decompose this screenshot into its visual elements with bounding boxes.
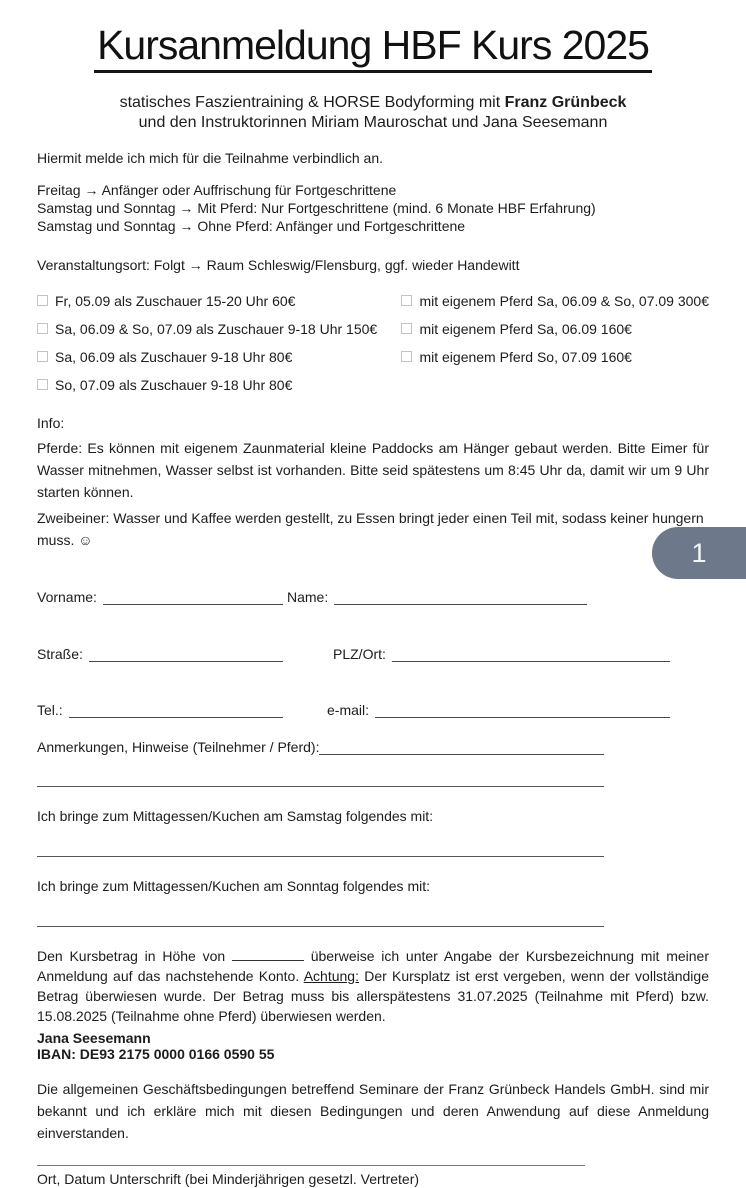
payment-text-2: überweise ich unter Angabe der Kursbezeichnung mit meiner Anmeldung auf das nachstehende Konto. (37, 947, 710, 984)
checkbox[interactable] (37, 323, 48, 334)
option-row (37, 321, 401, 337)
checkbox-label: Fr, 05.09 als Zuschauer 15-20 Uhr 60€ (55, 292, 296, 309)
achtung-label: Achtung: (303, 967, 359, 984)
checkbox[interactable] (401, 351, 412, 362)
trainer-name: Franz Grünbeck (504, 93, 627, 111)
option-row (37, 377, 401, 393)
signature-caption: Ort, Datum Unterschrift (bei Minderjährigen gesetzl. Vertreter) (37, 1170, 420, 1187)
name-label: Name: (287, 588, 329, 605)
email-blank-line (375, 704, 670, 718)
form-row-contact (37, 700, 709, 718)
option-row (401, 349, 709, 365)
remarks-blank-line-2 (37, 786, 604, 787)
signature-line (37, 1165, 585, 1166)
amount-blank-line (232, 949, 304, 961)
strasse-blank-line (89, 648, 283, 662)
page-title: Kursanmeldung HBF Kurs 2025 (94, 25, 652, 73)
checkbox-label: mit eigenem Pferd Sa, 06.09 160€ (419, 320, 632, 337)
vorname-label: Vorname: (37, 588, 97, 605)
info-horses-paragraph: Pferde: Es können mit eigenem Zaunmaterial kleine Paddocks am Hänger gebaut werden. Bitte Eimer für Wasser mitnehmen, Wasser selbst ist vorhanden. Bitte seid spätestens um 8:45 Uhr da, damit wir um 9 Uhr starten können. (37, 439, 709, 500)
info-heading: Info: (37, 414, 65, 431)
checkbox[interactable] (37, 379, 48, 390)
checkbox-label: mit eigenem Pferd So, 07.09 160€ (419, 348, 632, 365)
form-row-address (37, 644, 709, 662)
meal-saturday-label: Ich bringe zum Mittagessen/Kuchen am Samstag folgendes mit: (37, 807, 434, 824)
checkbox[interactable] (37, 295, 48, 306)
field-strasse (37, 646, 283, 662)
option-row (401, 321, 709, 337)
subtitle-line2: und den Instruktorinnen Miriam Mauroschat und Jana Seesemann (138, 113, 608, 131)
remarks-label: Anmerkungen, Hinweise (Teilnehmer / Pferd): (37, 738, 320, 755)
checkbox-label: So, 07.09 als Zuschauer 9-18 Uhr 80€ (55, 376, 293, 393)
checkbox[interactable] (401, 295, 412, 306)
checkbox-label: mit eigenem Pferd Sa, 06.09 & So, 07.09 300€ (419, 292, 709, 309)
field-email (327, 702, 670, 718)
checkbox-label: Sa, 06.09 & So, 07.09 als Zuschauer 9-18 Uhr 150€ (55, 320, 378, 337)
account-holder: Jana Seesemann (37, 1029, 151, 1046)
field-name (287, 589, 587, 605)
registration-form-page (0, 22, 746, 1187)
schedule-block (37, 181, 709, 235)
name-blank-line (334, 591, 587, 605)
meal-sunday-blank-line (37, 926, 604, 927)
vorname-blank-line (103, 591, 283, 605)
options-column-spectator (37, 293, 401, 405)
email-label: e-mail: (327, 701, 370, 718)
course-subtitle (0, 93, 746, 133)
payment-text-1: Den Kursbetrag in Höhe von (37, 947, 226, 964)
meal-sunday-label: Ich bringe zum Mittagessen/Kuchen am Sonntag folgendes mit: (37, 877, 430, 894)
payment-text-3: Der Kursplatz ist erst vergeben, wenn der vollständige Betrag überwiesen wurde. Der Betrag muss bis allerspätestens 31.07.2025 (Teilnahme mit Pferd) bzw. 15.08.2025 (Teilnahme ohne Pferd) überwiesen werden. (37, 967, 709, 1024)
option-row (401, 293, 709, 309)
venue-line: Veranstaltungsort: Folgt → Raum Schleswig/Flensburg, ggf. wieder Handewitt (37, 256, 520, 273)
schedule-line-friday: Freitag → Anfänger oder Auffrischung für Fortgeschrittene (37, 181, 397, 198)
tel-label: Tel.: (37, 701, 63, 718)
plz-ort-blank-line (392, 648, 670, 662)
option-row (37, 349, 401, 365)
iban: IBAN: DE93 2175 0000 0166 0590 55 (37, 1045, 275, 1062)
plz-ort-label: PLZ/Ort: (333, 645, 386, 662)
strasse-label: Straße: (37, 645, 83, 662)
confirmation-statement: Hiermit melde ich mich für die Teilnahme verbindlich an. (37, 149, 384, 166)
subtitle-line1 (0, 93, 746, 113)
option-row (37, 293, 401, 309)
field-vorname (37, 589, 283, 605)
options-column-own-horse (401, 293, 709, 405)
course-options (37, 293, 709, 405)
meal-saturday-blank-line (37, 856, 604, 857)
field-remarks (37, 737, 604, 755)
field-tel (37, 702, 283, 718)
page-number: 1 (691, 537, 707, 568)
schedule-line-weekend-horse: Samstag und Sonntag → Mit Pferd: Nur Fortgeschrittene (mind. 6 Monate HBF Erfahrung) (37, 199, 596, 216)
payment-paragraph (37, 946, 709, 1026)
remarks-blank-line (319, 741, 604, 755)
info-people-paragraph: Zweibeiner: Wasser und Kaffee werden gestellt, zu Essen bringt jeder einen Teil mit, sodass keiner hungern muss. ☺ (37, 509, 704, 548)
tel-blank-line (69, 704, 283, 718)
subtitle-prefix: statisches Faszientraining & HORSE Bodyforming mit (119, 93, 505, 111)
schedule-line-weekend-no-horse: Samstag und Sonntag → Ohne Pferd: Anfänger und Fortgeschrittene (37, 217, 466, 234)
terms-paragraph: Die allgemeinen Geschäftsbedingungen betreffend Seminare der Franz Grünbeck Handels GmbH. sind mir bekannt und ich erkläre mich mit diesen Bedingungen und deren Anwendung auf diese Anmeldung einverstanden. (37, 1080, 709, 1141)
page-number-badge (652, 527, 746, 579)
checkbox-label: Sa, 06.09 als Zuschauer 9-18 Uhr 80€ (55, 348, 293, 365)
field-plz-ort (333, 646, 670, 662)
checkbox[interactable] (37, 351, 48, 362)
checkbox[interactable] (401, 323, 412, 334)
form-row-name (37, 587, 709, 605)
